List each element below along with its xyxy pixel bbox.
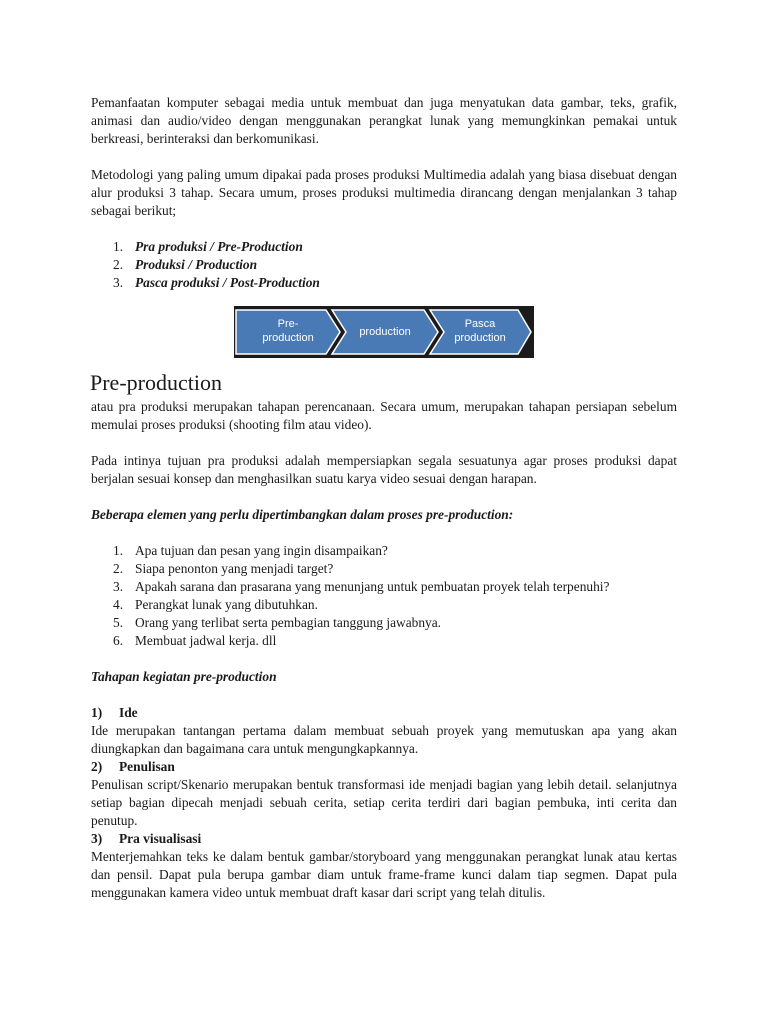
list-item: 1. Apa tujuan dan pesan yang ingin disampaikan? [113, 543, 388, 558]
step-label: Pre- [277, 318, 299, 330]
list-item: 2. Produksi / Production [113, 257, 258, 272]
list-item: 2. Siapa penonton yang menjadi target? [113, 561, 334, 576]
step-body: Penulisan script/Skenario merupakan bentuk transformasi ide menjadi bagian yang lebih detail. selanjutnya setiap bagian dipecah menjadi sebuah cerita, setiap cerita terdiri dari bagian pembuka, inti cerita dan penutup. [91, 777, 677, 828]
method-paragraph: Metodologi yang paling umum dipakai pada proses produksi Multimedia adalah yang biasa disebuat dengan alur produksi 3 tahap. Secara umum, proses produksi multimedia dirancang dengan menjalankan 3 tahap sebagai berikut; [91, 167, 677, 218]
section-heading: Pre-production [90, 370, 222, 395]
step-body: Ide merupakan tantangan pertama dalam membuat sebuah proyek yang memutuskan apa yang akan diungkapkan dan bagaimana cara untuk mengungkapkannya. [91, 723, 677, 756]
elements-list [91, 542, 677, 650]
document-page [91, 94, 677, 902]
step-label: Pasca [464, 318, 496, 330]
list-item: 3. Pasca produksi / Post-Production [113, 275, 320, 290]
stages-list [91, 238, 677, 292]
list-item: 6. Membuat jadwal kerja. dll [113, 633, 277, 648]
list-item: 1. Pra produksi / Pre-Production [113, 239, 303, 254]
intro-paragraph: Pemanfaatan komputer sebagai media untuk membuat dan juga menyatukan data gambar, teks, grafik, animasi dan audio/video dengan menggunakan perangkat lunak yang memungkinkan pemakai untuk berkreasi, berinteraksi dan berkomunikasi. [91, 95, 677, 146]
step-label: production [454, 332, 506, 344]
elements-heading: Beberapa elemen yang perlu dipertimbangkan dalam proses pre-production: [91, 507, 514, 522]
preproduction-paragraph: atau pra produksi merupakan tahapan perencanaan. Secara umum, merupakan tahapan persiapan sebelum memulai proses produksi (shooting film atau video). [91, 399, 677, 432]
step-body: Menterjemahkan teks ke dalam bentuk gambar/storyboard yang menggunakan perangkat lunak atau kertas dan pensil. Dapat pula berupa gambar diam untuk frame-frame kunci dalam tiap segmen. Dapat pula menggunakan kamera video untuk membuat draft kasar dari script yang telah ditulis. [91, 849, 677, 900]
production-flow-diagram [234, 306, 534, 358]
step-title: 3) Pra visualisasi [91, 831, 202, 846]
step-title: 1) Ide [91, 705, 138, 720]
list-item: 3. Apakah sarana dan prasarana yang menunjang untuk pembuatan proyek telah terpenuhi? [113, 579, 610, 594]
activities-heading: Tahapan kegiatan pre-production [91, 669, 277, 684]
purpose-paragraph: Pada intinya tujuan pra produksi adalah mempersiapkan segala sesuatunya agar proses produksi dapat berjalan sesuai konsep dan menghasilkan suatu karya video sesuai dengan harapan. [91, 453, 677, 486]
step-label: production [359, 326, 411, 338]
list-item: 4. Perangkat lunak yang dibutuhkan. [113, 597, 318, 612]
step-label: production [262, 332, 314, 344]
step-title: 2) Penulisan [91, 759, 175, 774]
list-item: 5. Orang yang terlibat serta pembagian tanggung jawabnya. [113, 615, 442, 630]
